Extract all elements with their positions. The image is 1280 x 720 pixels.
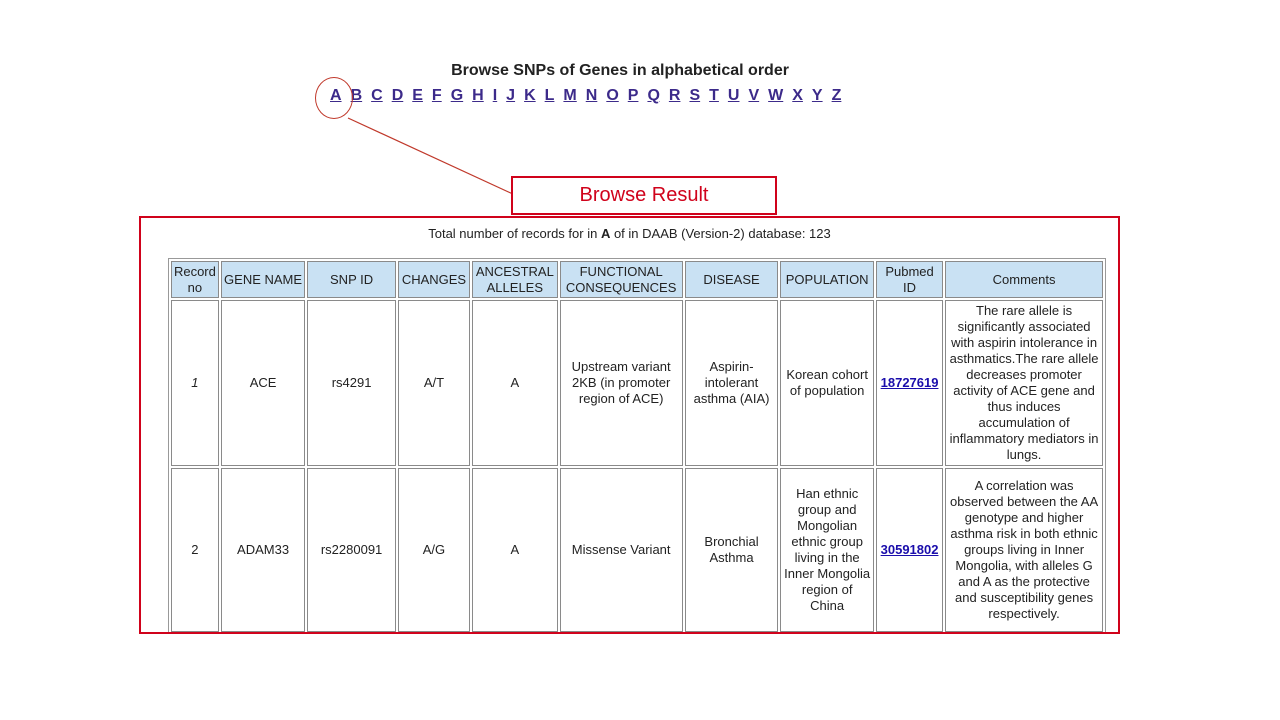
header-functional-consequences[interactable]: FUNCTIONAL CONSEQUENCES (560, 261, 683, 298)
letter-link-v[interactable]: V (748, 87, 760, 104)
cell-comments: A correlation was observed between the AA genotype and higher asthma risk in both ethnic groups living in Inner Mongolia, with alleles G and A as the protective and susceptibility genes respectively. (945, 468, 1103, 632)
cell-pubmed-id (876, 300, 943, 466)
letter-link-r[interactable]: R (668, 87, 681, 104)
cell-functional-consequences: Missense Variant (560, 468, 683, 632)
header-ancestral-alleles[interactable]: ANCESTRAL ALLELES (472, 261, 557, 298)
letter-link-u[interactable]: U (727, 87, 740, 104)
letter-link-b[interactable]: B (350, 87, 363, 104)
table-row (171, 468, 1103, 632)
cell-record-no: 1 (171, 300, 219, 466)
letter-link-p[interactable]: P (627, 87, 639, 104)
total-suffix: of in DAAB (Version-2) database: 123 (613, 226, 831, 241)
letter-link-f[interactable]: F (431, 87, 442, 104)
letter-link-n[interactable]: N (585, 87, 598, 104)
cell-comments: The rare allele is significantly associated with aspirin intolerance in asthmatics.The rare allele decreases promoter activity of ACE gene and thus induces accumulation of inflammatory mediators in lungs. (945, 300, 1103, 466)
browse-result-callout: Browse Result (511, 176, 777, 215)
letter-link-t[interactable]: T (709, 87, 719, 104)
cell-changes: A/T (398, 300, 470, 466)
cell-ancestral-alleles: A (472, 468, 557, 632)
letter-link-h[interactable]: H (472, 87, 484, 104)
cell-disease: Bronchial Asthma (685, 468, 779, 632)
letter-link-k[interactable]: K (524, 87, 536, 104)
header-record-no[interactable]: Record no (171, 261, 219, 298)
cell-gene-name: ACE (221, 300, 305, 466)
cell-disease: Aspirin-intolerant asthma (AIA) (685, 300, 779, 466)
cell-functional-consequences: Upstream variant 2KB (in promoter region of ACE) (560, 300, 683, 466)
header-comments[interactable]: Comments (945, 261, 1103, 298)
letter-link-y[interactable]: Y (811, 87, 823, 104)
letter-link-l[interactable]: L (544, 87, 555, 104)
cell-pubmed-id (876, 468, 943, 632)
letter-link-w[interactable]: W (768, 87, 784, 104)
cell-changes: A/G (398, 468, 470, 632)
header-snp-id[interactable]: SNP ID (307, 261, 396, 298)
cell-gene-name: ADAM33 (221, 468, 305, 632)
table-header-row (171, 261, 1103, 298)
letter-link-j[interactable]: J (506, 87, 516, 104)
cell-ancestral-alleles: A (472, 300, 557, 466)
letter-link-z[interactable]: Z (831, 87, 842, 104)
browse-title: Browse SNPs of Genes in alphabetical order (451, 62, 789, 79)
header-disease[interactable]: DISEASE (685, 261, 779, 298)
letter-link-q[interactable]: Q (647, 87, 660, 104)
header-pubmed-id[interactable]: Pubmed ID (876, 261, 943, 298)
cell-population: Han ethnic group and Mongolian ethnic group living in the Inner Mongolia region of China (780, 468, 874, 632)
letter-link-d[interactable]: D (391, 87, 404, 104)
cell-snp-id: rs2280091 (307, 468, 396, 632)
pubmed-link[interactable]: 18727619 (880, 375, 939, 390)
header-changes[interactable]: CHANGES (398, 261, 470, 298)
cell-record-no: 2 (171, 468, 219, 632)
letter-link-s[interactable]: S (689, 87, 701, 104)
total-prefix: Total number of records for in (428, 226, 598, 241)
letter-link-c[interactable]: C (371, 87, 383, 104)
total-letter: A (600, 226, 611, 241)
selected-letter-highlight (315, 77, 353, 119)
letter-link-a[interactable]: A (330, 87, 342, 104)
letter-link-x[interactable]: X (792, 87, 803, 104)
letter-link-g[interactable]: G (450, 87, 464, 104)
total-records-line (141, 226, 1118, 241)
alphabet-nav (330, 87, 850, 109)
cell-snp-id: rs4291 (307, 300, 396, 466)
letter-link-o[interactable]: O (606, 87, 619, 104)
header-gene-name[interactable]: GENE NAME (221, 261, 305, 298)
letter-link-m[interactable]: M (563, 87, 577, 104)
letter-link-i[interactable]: I (492, 87, 498, 104)
snp-records-table (168, 258, 1106, 634)
pubmed-link[interactable]: 30591802 (880, 542, 939, 557)
cell-population: Korean cohort of population (780, 300, 874, 466)
letter-link-e[interactable]: E (412, 87, 423, 104)
table-row (171, 300, 1103, 466)
browse-result-panel (139, 216, 1120, 634)
header-population[interactable]: POPULATION (780, 261, 874, 298)
